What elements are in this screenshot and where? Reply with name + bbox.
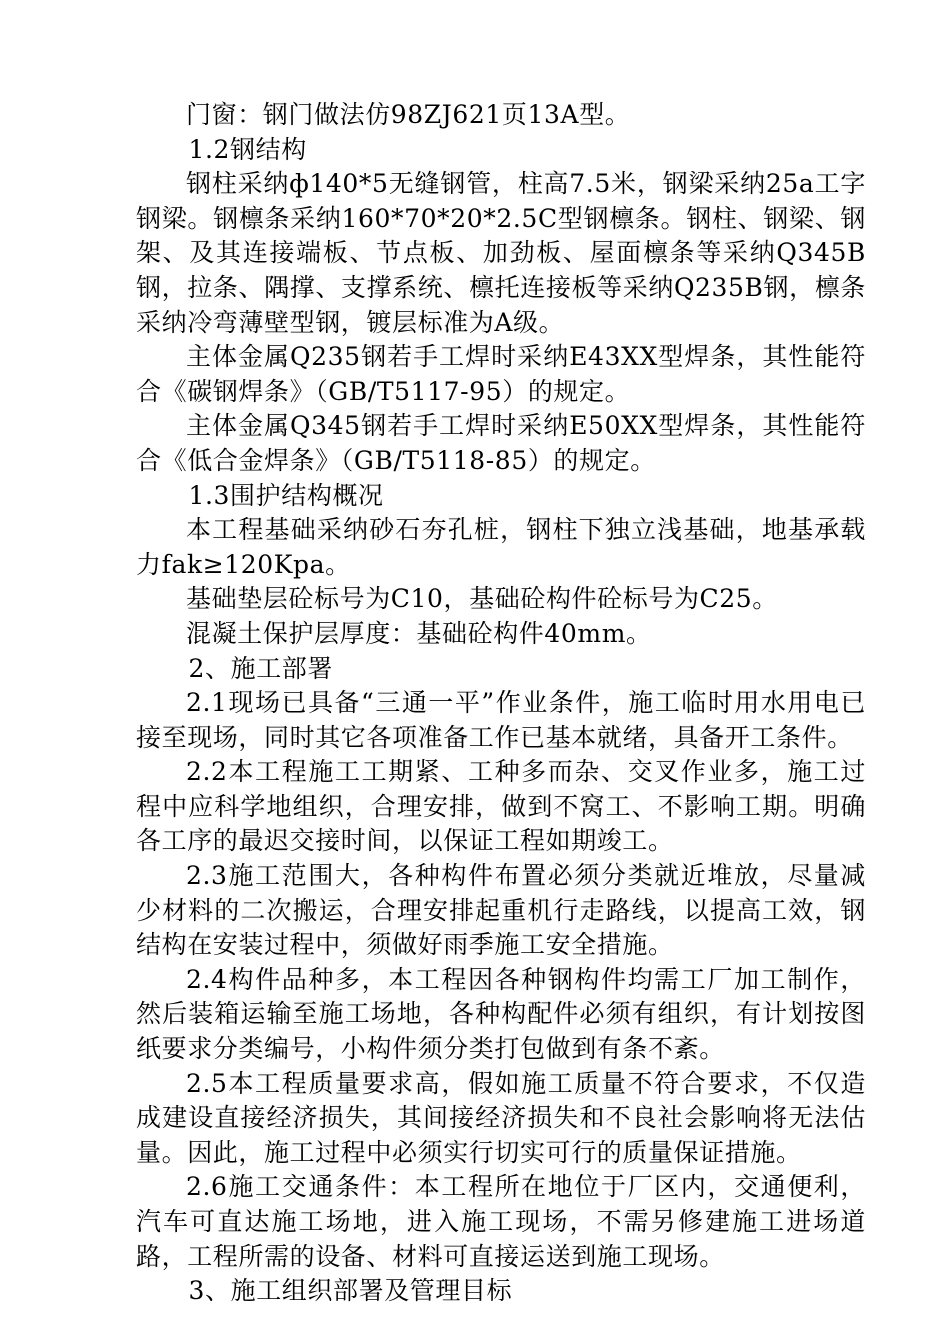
section-heading-1-2: 1.2钢结构 bbox=[188, 134, 307, 164]
paragraph-q345-welding: 主体金属Q345钢若手工焊时采纳E50XX型焊条，其性能符合《低合金焊条》（GB/T5118-85）的规定。 bbox=[136, 411, 866, 475]
paragraph-2-1: 2.1现场已具备“三通一平”作业条件，施工临时用水用电已接至现场，同时其它各项准备工作已基本就绪，具备开工条件。 bbox=[136, 688, 866, 752]
section-heading-3: 3、施工组织部署及管理目标 bbox=[188, 1276, 513, 1306]
paragraph-concrete-grade: 基础垫层砼标号为C10，基础砼构件砼标号为C25。 bbox=[186, 584, 778, 614]
paragraph-cover-thickness: 混凝土保护层厚度：基础砼构件40mm。 bbox=[186, 618, 652, 648]
paragraph-foundation: 本工程基础采纳砂石夯孔桩，钢柱下独立浅基础，地基承载力fak≥120Kpa。 bbox=[136, 515, 866, 579]
paragraph-q235-welding: 主体金属Q235钢若手工焊时采纳E43XX型焊条，其性能符合《碳钢焊条》（GB/T5117-95）的规定。 bbox=[136, 342, 866, 406]
document-body bbox=[136, 98, 866, 1309]
paragraph-2-3: 2.3施工范围大，各种构件布置必须分类就近堆放，尽量减少材料的二次搬运，合理安排起重机行走路线，以提高工效，钢结构在安装过程中，须做好雨季施工安全措施。 bbox=[136, 861, 866, 960]
paragraph-steel-structure: 钢柱采纳ф140*5无缝钢管，柱高7.5米，钢梁采纳25a工字钢梁。钢檩条采纳160*70*20*2.5C型钢檩条。钢柱、钢梁、钢架、及其连接端板、节点板、加劲板、屋面檩条等采纳Q345B钢，拉条、隅撑、支撑系统、檩托连接板等采纳Q235B钢，檩条采纳冷弯薄壁型钢，镀层标准为A级。 bbox=[136, 169, 866, 337]
paragraph-2-2: 2.2本工程施工工期紧、工种多而杂、交叉作业多，施工过程中应科学地组织，合理安排，做到不窝工、不影响工期。明确各工序的最迟交接时间，以保证工程如期竣工。 bbox=[136, 757, 866, 856]
paragraph-2-4: 2.4构件品种多，本工程因各种钢构件均需工厂加工制作，然后装箱运输至施工场地，各种构配件必须有组织，有计划按图纸要求分类编号，小构件须分类打包做到有条不紊。 bbox=[136, 964, 866, 1064]
paragraph-2-5: 2.5本工程质量要求高，假如施工质量不符合要求，不仅造成建设直接经济损失，其间接经济损失和不良社会影响将无法估量。因此，施工过程中必须实行切实可行的质量保证措施。 bbox=[136, 1068, 866, 1167]
section-heading-1-3: 1.3围护结构概况 bbox=[188, 480, 384, 510]
paragraph-doors-windows: 门窗：钢门做法仿98ZJ621页13A型。 bbox=[186, 100, 631, 129]
section-heading-2: 2、施工部署 bbox=[188, 653, 334, 683]
paragraph-2-6: 2.6施工交通条件：本工程所在地位于厂区内，交通便利，汽车可直达施工场地，进入施工现场，不需另修建施工进场道路，工程所需的设备、材料可直接运送到施工现场。 bbox=[136, 1172, 866, 1271]
